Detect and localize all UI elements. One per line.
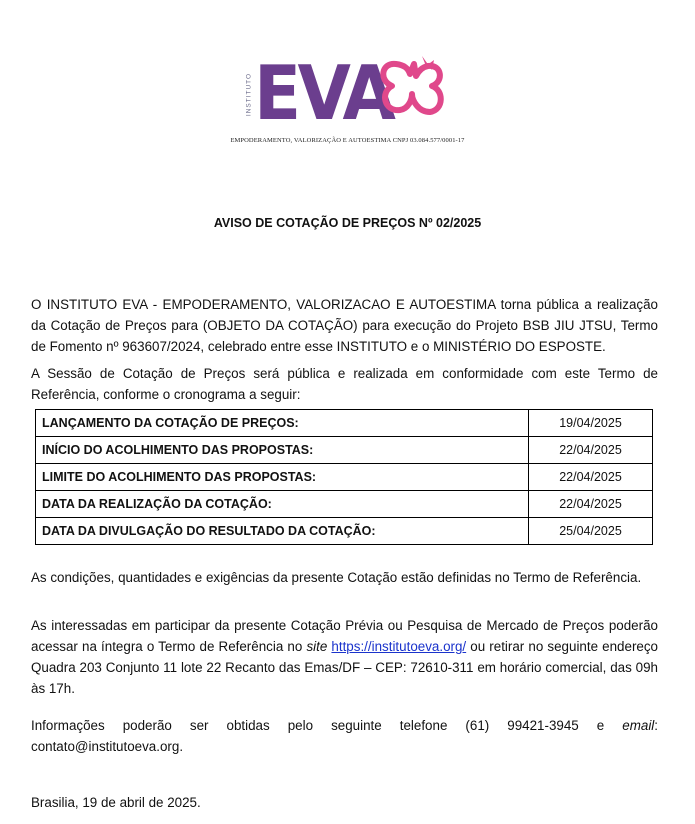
table-row bbox=[36, 437, 653, 464]
schedule-label: LANÇAMENTO DA COTAÇÃO DE PREÇOS: bbox=[36, 410, 529, 437]
butterfly-logo-icon bbox=[378, 54, 448, 124]
table-row bbox=[36, 464, 653, 491]
schedule-label: INÍCIO DO ACOLHIMENTO DAS PROPOSTAS: bbox=[36, 437, 529, 464]
access-text-after: ou retirar no seguinte endereço Quadra 203 Conjunto 11 lote 22 Recanto das Emas/DF – CEP: 72610-311 em horário comercial, das 09h às 17h. bbox=[31, 639, 659, 696]
website-link[interactable]: https://institutoeva.org/ bbox=[331, 639, 467, 654]
email-word: email bbox=[622, 718, 655, 733]
closing-date: Brasilia, 19 de abril de 2025. bbox=[31, 795, 201, 810]
schedule-label: DATA DA DIVULGAÇÃO DO RESULTADO DA COTAÇÃO: bbox=[36, 518, 529, 545]
access-text-before: As interessadas em participar da presente Cotação Prévia ou Pesquisa de Mercado de Preços poderão acessar na íntegra o Termo de Referência no bbox=[31, 618, 658, 654]
intro-paragraph: O INSTITUTO EVA - EMPODERAMENTO, VALORIZACAO E AUTOESTIMA torna pública a realização da Cotação de Preços para (OBJETO DA COTAÇÃO) para execução do Projeto BSB JIU JTSU, Termo de Fomento nº 963607/2024, celebrado entre esse INSTITUTO e o MINISTÉRIO DO ESPOSTE. bbox=[31, 297, 658, 354]
document-title: AVISO DE COTAÇÃO DE PREÇOS Nº 02/2025 bbox=[213, 216, 482, 230]
schedule-date: 25/04/2025 bbox=[529, 518, 653, 545]
schedule-date: 22/04/2025 bbox=[529, 464, 653, 491]
schedule-label: LIMITE DO ACOLHIMENTO DAS PROPOSTAS: bbox=[36, 464, 529, 491]
access-paragraph bbox=[31, 615, 658, 699]
schedule-date: 22/04/2025 bbox=[529, 491, 653, 518]
logo-wordmark: EVA bbox=[254, 49, 393, 137]
schedule-intro-paragraph: A Sessão de Cotação de Preços será pública e realizada em conformidade com este Termo de Referência, conforme o cronograma a seguir: bbox=[31, 366, 658, 402]
contact-paragraph bbox=[31, 715, 658, 757]
schedule-date: 22/04/2025 bbox=[529, 437, 653, 464]
table-row bbox=[36, 410, 653, 437]
logo-vertical-text: INSTITUTO bbox=[245, 72, 253, 117]
schedule-table bbox=[35, 409, 653, 545]
contact-text-before: Informações poderão ser obtidas pelo seguinte telefone (61) 99421-3945 e bbox=[31, 718, 623, 733]
table-row bbox=[36, 518, 653, 545]
conditions-paragraph: As condições, quantidades e exigências da presente Cotação estão definidas no Termo de Referência. bbox=[31, 570, 642, 585]
logo-tagline: EMPODERAMENTO, VALORIZAÇÃO E AUTOESTIMA CNPJ 03.084.577/0001-17 bbox=[230, 137, 465, 144]
contact-text-after: : contato@institutoeva.org. bbox=[31, 718, 658, 754]
schedule-label: DATA DA REALIZAÇÃO DA COTAÇÃO: bbox=[36, 491, 529, 518]
schedule-date: 19/04/2025 bbox=[529, 410, 653, 437]
site-word: site bbox=[306, 639, 328, 654]
table-row bbox=[36, 491, 653, 518]
